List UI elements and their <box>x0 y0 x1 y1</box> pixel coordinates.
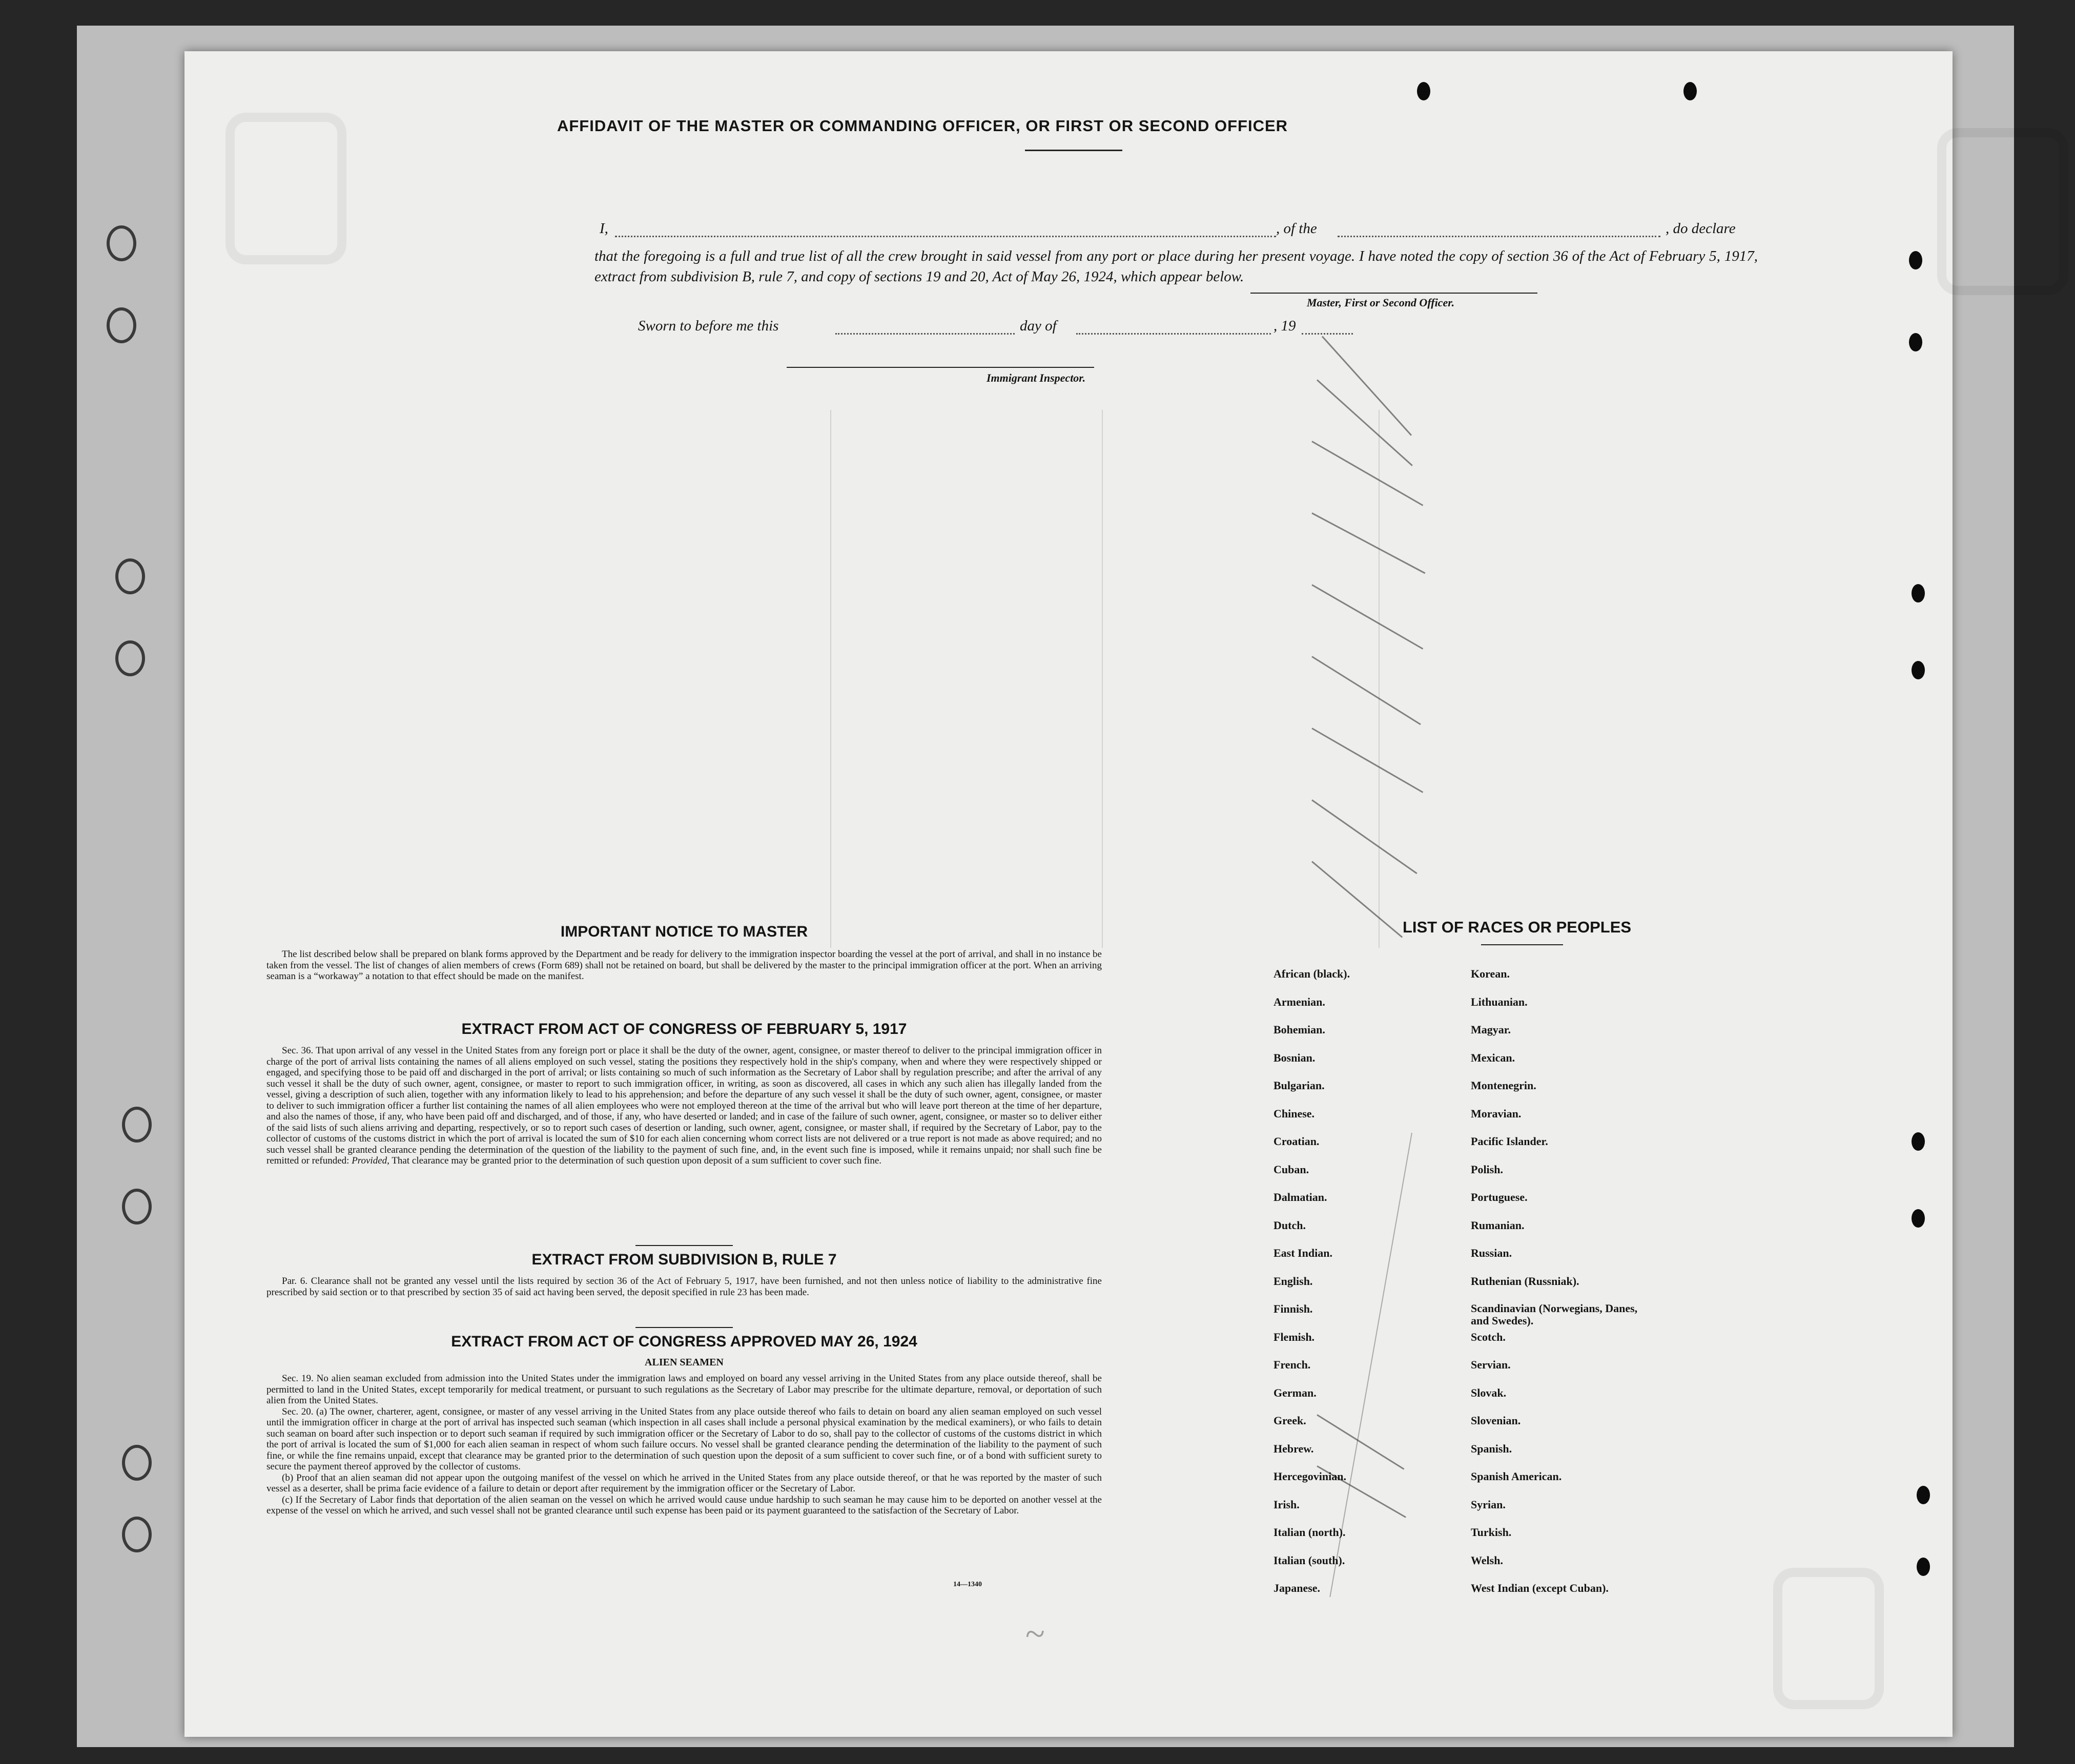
name-blank[interactable] <box>615 236 1276 237</box>
sworn-year-blank[interactable] <box>1302 333 1353 335</box>
race-item: Bulgarian. <box>1273 1079 1325 1092</box>
day-of-label: day of <box>1020 318 1057 334</box>
race-item: Hebrew. <box>1273 1442 1314 1455</box>
race-item: Welsh. <box>1471 1553 1503 1567</box>
rule7-text: Par. 6. Clearance shall not be granted any vessel until the lists required by section 36 of the Act of February 5, 1917, have been furnished, and not then unless notice of liability to the administrative fine prescribed by said section or to that prescribed by section 35 of said act having been served, the deposit specified in rule 23 has been made. <box>266 1276 1102 1298</box>
act-1924-sec20c: (c) If the Secretary of Labor finds that deportation of the alien seaman on the vessel on which he arrived would cause undue hardship to such seaman he may cause him to be deported on another vessel at the expense of the vessel on which he arrived, and such vessel shall not be granted clearance until such expense has been paid or its payment guaranteed to the satisfaction of the Secretary of Labor. <box>266 1494 1102 1516</box>
race-item: Japanese. <box>1273 1582 1321 1594</box>
act-1924-sec20a: Sec. 20. (a) The owner, charterer, agent, consignee, or master of any vessel arriving in the United States from any place outside thereof who fails to detain on board any alien seaman employed on such vessel until the immigration officer in charge at the port of arrival has inspected such seaman (which inspection in all cases shall include a personal physical examination by the medical examiners), or who fails to detain such seaman on board after such inspection or to deport such seaman if required by such immigration officer or the Secretary of Labor to do so, shall pay to the collector of customs of the customs district in which the port of arrival is located the sum of $1,000 for each alien seaman in respect of whom such failure occurs. No vessel shall be granted clearance pending the determination of the liability to the payment of such fine, or while the fine remains unpaid, except that clearance may be granted prior to the determination of such question upon the deposit of a sum sufficient to cover such fine, or of a bond with sufficient surety to secure the payment thereof approved by the collector of customs. <box>266 1406 1102 1472</box>
race-item: Hercegovinian. <box>1273 1470 1346 1483</box>
pen-stroke <box>1311 441 1423 506</box>
race-item: Bohemian. <box>1273 1023 1325 1036</box>
binder-hole <box>122 1107 152 1143</box>
race-item: African (black). <box>1273 967 1350 980</box>
punch-hole <box>1683 82 1697 100</box>
pen-stroke <box>1311 656 1421 725</box>
act-1924-body <box>266 1373 1102 1517</box>
bleed-through-mark <box>1937 128 2068 295</box>
race-item: West Indian (except Cuban). <box>1471 1582 1609 1594</box>
race-item: Flemish. <box>1273 1330 1315 1343</box>
inspector-caption: Immigrant Inspector. <box>987 371 1086 384</box>
races-title-underline <box>1481 944 1563 945</box>
pen-stroke <box>1311 512 1425 574</box>
affidavit-of-the-label: , of the <box>1276 220 1317 237</box>
document-sheet <box>184 51 1953 1737</box>
race-item: Armenian. <box>1273 995 1325 1008</box>
race-item: Russian. <box>1471 1247 1512 1259</box>
race-item: Korean. <box>1471 967 1510 980</box>
race-item: Montenegrin. <box>1471 1079 1536 1092</box>
punch-hole <box>1917 1558 1930 1576</box>
bleed-through-line <box>1102 410 1103 948</box>
binder-hole <box>122 1445 152 1481</box>
pen-stroke <box>1311 584 1423 650</box>
sworn-label: Sworn to before me this <box>638 318 779 334</box>
act-1917-section-label: Sec. 36. <box>282 1045 314 1056</box>
punch-hole <box>1912 661 1925 679</box>
race-item: Polish. <box>1471 1163 1503 1176</box>
bleed-through-line <box>830 410 831 948</box>
bleed-through-line <box>1379 410 1380 948</box>
year-label: , 19 <box>1273 318 1296 334</box>
punch-hole <box>1417 82 1430 100</box>
act-1917-title: EXTRACT FROM ACT OF CONGRESS OF FEBRUARY 5, 1917 <box>461 1021 907 1037</box>
form-number: 14—1340 <box>953 1581 982 1588</box>
act-1924-sec19: Sec. 19. No alien seaman excluded from admission into the United States under the immigration laws and employed on board any vessel arriving in the United States from any place outside thereof, shall be permitted to land in the United States, except temporarily for medical treatment, or pursuant to such regulations as the Secretary of Labor may prescribe for the ultimate departure, removal, or deportation of such alien from the United States. <box>266 1373 1102 1406</box>
race-item: Servian. <box>1471 1358 1511 1371</box>
signature-line[interactable] <box>1250 293 1537 294</box>
race-item: Mexican. <box>1471 1051 1515 1064</box>
notice-title: IMPORTANT NOTICE TO MASTER <box>560 923 808 940</box>
race-item: Rumanian. <box>1471 1218 1525 1232</box>
race-item: Portuguese. <box>1471 1191 1528 1203</box>
binder-hole <box>122 1517 152 1552</box>
rule7-title: EXTRACT FROM SUBDIVISION B, RULE 7 <box>531 1251 837 1268</box>
act-1924-title: EXTRACT FROM ACT OF CONGRESS APPROVED MAY 26, 1924 <box>451 1333 917 1350</box>
act-1917-text: That upon arrival of any vessel in the United States from any foreign port or place it shall be the duty of the owner, agent, consignee, or master thereof to deliver to the principal immigration officer in charge of the port of arrival lists containing the names of all aliens employed on such vessel, stating the positions they respectively hold in the ship's company, when and where they were respectively shipped or engaged, and specifying those to be paid off and discharged in the port of arrival; or lists containing so much of such information as the Secretary of Labor shall by regulation prescribe; and after the arrival of any such vessel it shall be the duty of such owner, agent, consignee, or master to report to such immigration officer, in writing, as soon as discovered, all cases in which any such alien has illegally landed from the vessel, giving a description of such alien, together with any information likely to lead to his apprehension; and before the departure of any such vessel it shall be the duty of such owner, agent, consignee, or master to deliver to such immigration officer a further list containing the names of all alien employees who were not employed thereon at the time of the arrival but who will leave port thereon at the time of her departure, and also the names of those, if any, who have been paid off and discharged, and of those, if any, who have deserted or landed; and in case of the failure of such owner, agent, consignee, or master so to deliver either of the said lists of such aliens arriving and departing, respectively, or so to report such cases of desertion or landing, such owner, agent, consignee, or master shall, if required by the Secretary of Labor, pay to the collector of customs of the customs district in which the port of arrival is located the sum of $10 for each alien concerning whom correct lists are not delivered or a true report is not made as above required; and no such vessel shall be granted clearance pending the determination of the question of the liability to the payment of such fine, and, in the event such fine is imposed, while it remains unpaid; nor shall such fine be remitted or refunded: <box>266 1045 1102 1166</box>
title-underline <box>1025 150 1122 151</box>
pen-stroke <box>1329 1133 1412 1597</box>
notice-text: The list described below shall be prepared on blank forms approved by the Department and be ready for delivery to the immigration inspector boarding the vessel at the port of arrival, and shall in no instance be taken from the vessel. The list of changes of alien members of crews (Form 689) shall not be retained on board, but shall be delivered by the master to the principal immigration officer at the port. When an arriving seaman is a “workaway” a notation to that effect should be made on the manifest. <box>266 949 1102 982</box>
punch-hole <box>1909 333 1922 351</box>
act-1917-provided-label: Provided, <box>352 1155 389 1166</box>
act-1924-subtitle: ALIEN SEAMEN <box>645 1357 724 1368</box>
binder-hole <box>115 558 145 594</box>
section-divider <box>635 1245 733 1246</box>
sworn-day-blank[interactable] <box>835 333 1015 335</box>
race-item: Greek. <box>1273 1414 1306 1427</box>
vessel-blank[interactable] <box>1338 236 1660 237</box>
handwritten-scrawl: ~ <box>1025 1614 1044 1654</box>
race-item: Irish. <box>1273 1498 1300 1511</box>
act-1917-body <box>266 1045 1102 1167</box>
race-item: Italian (north). <box>1273 1526 1346 1539</box>
race-item: German. <box>1273 1386 1317 1399</box>
binder-hole <box>107 307 136 343</box>
race-item: Magyar. <box>1471 1023 1511 1036</box>
notice-body <box>266 949 1102 982</box>
race-item: Slovenian. <box>1471 1414 1521 1427</box>
act-1924-sec20b: (b) Proof that an alien seaman did not appear upon the outgoing manifest of the vessel on which he arrived in the United States from any place outside thereof, or that he was reported by the master of such vessel as a deserter, shall be prima facie evidence of a failure to detain or deport after requirement by the immigration officer or the Secretary of Labor. <box>266 1472 1102 1494</box>
race-item: Cuban. <box>1273 1163 1309 1176</box>
affidavit-declaration: that the foregoing is a full and true list of all the crew brought in said vessel from any port or place during her present voyage. I have noted the copy of section 36 of the Act of February 5, 1917, extract from subdivision B, rule 7, and copy of sections 19 and 20, Act of May 26, 1924, which appear below. <box>594 248 1758 285</box>
race-item: English. <box>1273 1274 1313 1288</box>
affidavit-do-declare-label: , do declare <box>1666 220 1736 237</box>
inspector-signature-line[interactable] <box>787 367 1094 368</box>
race-item: Croatian. <box>1273 1135 1320 1148</box>
race-item: Spanish. <box>1471 1442 1512 1455</box>
sworn-month-blank[interactable] <box>1076 333 1271 335</box>
binder-hole <box>115 640 145 676</box>
race-item: Moravian. <box>1471 1107 1522 1120</box>
race-item: Ruthenian (Russniak). <box>1471 1274 1579 1288</box>
race-item: Chinese. <box>1273 1107 1315 1120</box>
race-item: Scotch. <box>1471 1330 1506 1343</box>
pen-stroke <box>1322 336 1412 435</box>
binder-hole <box>122 1189 152 1225</box>
punch-hole <box>1912 584 1925 603</box>
punch-hole <box>1912 1132 1925 1151</box>
race-item: Bosnian. <box>1273 1051 1316 1064</box>
rule7-body <box>266 1276 1102 1298</box>
bleed-through-mark <box>1773 1568 1884 1709</box>
race-item: Finnish. <box>1273 1302 1313 1315</box>
section-divider <box>635 1327 733 1328</box>
pen-stroke <box>1311 799 1417 874</box>
punch-hole <box>1917 1486 1930 1504</box>
punch-hole <box>1909 251 1922 269</box>
race-item: Scandinavian (Norwegians, Danes, and Swedes). <box>1471 1302 1638 1327</box>
affidavit-i-label: I, <box>600 220 608 237</box>
affidavit-title: AFFIDAVIT OF THE MASTER OR COMMANDING OFFICER, OR FIRST OR SECOND OFFICER <box>557 117 1288 135</box>
race-item: Lithuanian. <box>1471 995 1528 1008</box>
act-1917-text-end: That clearance may be granted prior to the determination of such question upon deposit of a sum sufficient to cover such fine. <box>392 1155 881 1166</box>
race-item: Italian (south). <box>1273 1553 1345 1567</box>
race-item: Syrian. <box>1471 1498 1506 1511</box>
bleed-through-mark <box>225 113 346 264</box>
punch-hole <box>1912 1209 1925 1228</box>
pen-stroke <box>1311 728 1423 793</box>
race-item: Slovak. <box>1471 1386 1507 1399</box>
master-caption: Master, First or Second Officer. <box>1307 296 1455 309</box>
race-item: East Indian. <box>1273 1247 1332 1259</box>
races-title: LIST OF RACES OR PEOPLES <box>1402 918 1632 936</box>
race-item: Pacific Islander. <box>1471 1135 1548 1148</box>
binder-hole <box>107 225 136 261</box>
race-item: Dalmatian. <box>1273 1191 1327 1203</box>
race-item: Dutch. <box>1273 1218 1306 1232</box>
race-item: Spanish American. <box>1471 1470 1562 1483</box>
race-item: French. <box>1273 1358 1311 1371</box>
race-item: Turkish. <box>1471 1526 1512 1539</box>
